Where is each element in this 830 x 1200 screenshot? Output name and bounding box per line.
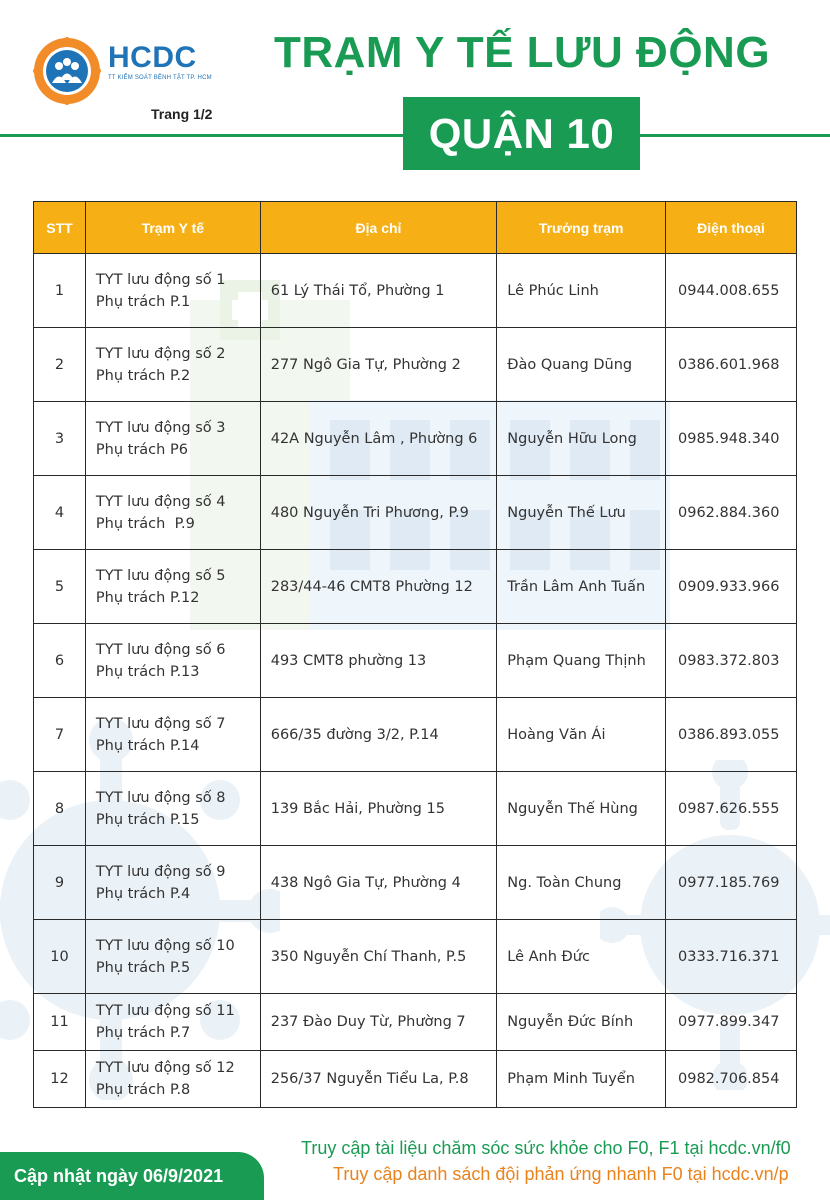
station-ward: Phụ trách P.5	[95, 959, 191, 976]
cell-station	[85, 550, 260, 624]
station-ward: Phụ trách P.14	[95, 737, 200, 754]
station-name: TYT lưu động số 11	[95, 1003, 235, 1019]
station-name: TYT lưu động số 6	[95, 641, 226, 658]
cell-address: 256/37 Nguyễn Tiểu La, P.8	[260, 1051, 497, 1108]
table-row	[34, 920, 797, 994]
station-ward: Phụ trách P.8	[95, 1082, 191, 1098]
station-ward: Phụ trách P.15	[95, 811, 200, 828]
cell-phone: 0909.933.966	[666, 550, 797, 624]
cell-stt: 4	[34, 476, 86, 550]
cell-head: Phạm Minh Tuyển	[497, 1051, 666, 1108]
logo-subtitle: TT KIỂM SOÁT BỆNH TẬT TP. HCM	[108, 75, 212, 81]
cell-address: 277 Ngô Gia Tự, Phường 2	[260, 328, 497, 402]
column-header-station: Trạm Y tế	[85, 202, 260, 254]
station-ward: Phụ trách P.2	[95, 367, 191, 384]
cell-stt: 6	[34, 624, 86, 698]
cell-phone: 0386.893.055	[666, 698, 797, 772]
table-row	[34, 624, 797, 698]
cell-station	[85, 846, 260, 920]
cell-address: 61 Lý Thái Tổ, Phường 1	[260, 254, 497, 328]
page-indicator: Trang 1/2	[151, 106, 213, 122]
cell-address: 42A Nguyễn Lâm , Phường 6	[260, 402, 497, 476]
table-row	[34, 1051, 797, 1108]
table-row	[34, 402, 797, 476]
cell-phone: 0983.372.803	[666, 624, 797, 698]
station-ward: Phụ trách P.9	[95, 515, 195, 532]
rapid-response-link[interactable]: Truy cập danh sách đội phản ứng nhanh F0 tại hcdc.vn/p	[333, 1164, 789, 1184]
station-name: TYT lưu động số 8	[95, 789, 226, 806]
cell-head: Lê Phúc Linh	[497, 254, 666, 328]
cell-head: Ng. Toàn Chung	[497, 846, 666, 920]
station-name: TYT lưu động số 5	[95, 567, 226, 584]
cell-phone: 0977.185.769	[666, 846, 797, 920]
cell-address: 438 Ngô Gia Tự, Phường 4	[260, 846, 497, 920]
station-ward: Phụ trách P.7	[95, 1025, 191, 1041]
stations-table	[33, 201, 797, 1108]
district-banner	[403, 97, 640, 170]
cell-head: Nguyễn Hữu Long	[497, 402, 666, 476]
table-header-row	[34, 202, 797, 254]
cell-phone: 0985.948.340	[666, 402, 797, 476]
cell-station	[85, 920, 260, 994]
cell-head: Nguyễn Đức Bính	[497, 994, 666, 1051]
update-banner	[0, 1152, 264, 1200]
column-header-stt: STT	[34, 202, 86, 254]
station-name: TYT lưu động số 7	[95, 715, 226, 732]
cell-address: 237 Đào Duy Từ, Phường 7	[260, 994, 497, 1051]
cell-stt: 5	[34, 550, 86, 624]
cell-address: 493 CMT8 phường 13	[260, 624, 497, 698]
cell-station	[85, 328, 260, 402]
cell-station	[85, 994, 260, 1051]
cell-phone: 0962.884.360	[666, 476, 797, 550]
update-date: Cập nhật ngày 06/9/2021	[14, 1165, 224, 1186]
f0-resources-link[interactable]: Truy cập tài liệu chăm sóc sức khỏe cho F0, F1 tại hcdc.vn/f0	[301, 1138, 791, 1158]
cell-head: Nguyễn Thế Hùng	[497, 772, 666, 846]
cell-head: Nguyễn Thế Lưu	[497, 476, 666, 550]
cell-station	[85, 1051, 260, 1108]
logo-text	[108, 42, 212, 81]
cell-stt: 11	[34, 994, 86, 1051]
station-name: TYT lưu động số 1	[95, 271, 226, 288]
cell-station	[85, 624, 260, 698]
station-name: TYT lưu động số 3	[95, 419, 226, 436]
cell-head: Lê Anh Đức	[497, 920, 666, 994]
station-ward: Phụ trách P.4	[95, 885, 191, 902]
district-name: QUẬN 10	[428, 109, 615, 157]
table-row	[34, 698, 797, 772]
table-row	[34, 772, 797, 846]
cell-station	[85, 402, 260, 476]
cell-head: Hoàng Văn Ái	[497, 698, 666, 772]
table-row	[34, 994, 797, 1051]
hcdc-logo-icon	[32, 36, 102, 106]
page-title: TRẠM Y TẾ LƯU ĐỘNG	[273, 28, 771, 77]
table-row	[34, 254, 797, 328]
table-row	[34, 846, 797, 920]
cell-station	[85, 476, 260, 550]
cell-address: 666/35 đường 3/2, P.14	[260, 698, 497, 772]
cell-phone: 0386.601.968	[666, 328, 797, 402]
station-name: TYT lưu động số 12	[95, 1060, 235, 1076]
cell-phone: 0977.899.347	[666, 994, 797, 1051]
station-name: TYT lưu động số 4	[95, 493, 226, 510]
cell-stt: 2	[34, 328, 86, 402]
logo-name: HCDC	[108, 41, 197, 74]
cell-stt: 12	[34, 1051, 86, 1108]
cell-address: 350 Nguyễn Chí Thanh, P.5	[260, 920, 497, 994]
cell-stt: 10	[34, 920, 86, 994]
station-name: TYT lưu động số 9	[95, 863, 226, 880]
table-row	[34, 476, 797, 550]
station-ward: Phụ trách P.1	[95, 293, 191, 310]
station-ward: Phụ trách P.13	[95, 663, 200, 680]
cell-station	[85, 772, 260, 846]
cell-station	[85, 698, 260, 772]
station-name: TYT lưu động số 10	[95, 937, 235, 954]
cell-phone: 0333.716.371	[666, 920, 797, 994]
table-row	[34, 550, 797, 624]
cell-address: 480 Nguyễn Tri Phương, P.9	[260, 476, 497, 550]
station-ward: Phụ trách P.12	[95, 589, 200, 606]
column-header-head: Trưởng trạm	[497, 202, 666, 254]
station-name: TYT lưu động số 2	[95, 345, 226, 362]
cell-station	[85, 254, 260, 328]
cell-address: 283/44-46 CMT8 Phường 12	[260, 550, 497, 624]
column-header-address: Địa chỉ	[260, 202, 497, 254]
cell-head: Phạm Quang Thịnh	[497, 624, 666, 698]
cell-stt: 8	[34, 772, 86, 846]
cell-head: Trần Lâm Anh Tuấn	[497, 550, 666, 624]
column-header-phone: Điện thoại	[666, 202, 797, 254]
cell-head: Đào Quang Dũng	[497, 328, 666, 402]
page-header	[0, 0, 830, 185]
cell-phone: 0982.706.854	[666, 1051, 797, 1108]
cell-address: 139 Bắc Hải, Phường 15	[260, 772, 497, 846]
cell-phone: 0987.626.555	[666, 772, 797, 846]
table-row	[34, 328, 797, 402]
station-ward: Phụ trách P6	[95, 441, 188, 458]
cell-stt: 1	[34, 254, 86, 328]
cell-stt: 7	[34, 698, 86, 772]
cell-stt: 3	[34, 402, 86, 476]
cell-stt: 9	[34, 846, 86, 920]
cell-phone: 0944.008.655	[666, 254, 797, 328]
